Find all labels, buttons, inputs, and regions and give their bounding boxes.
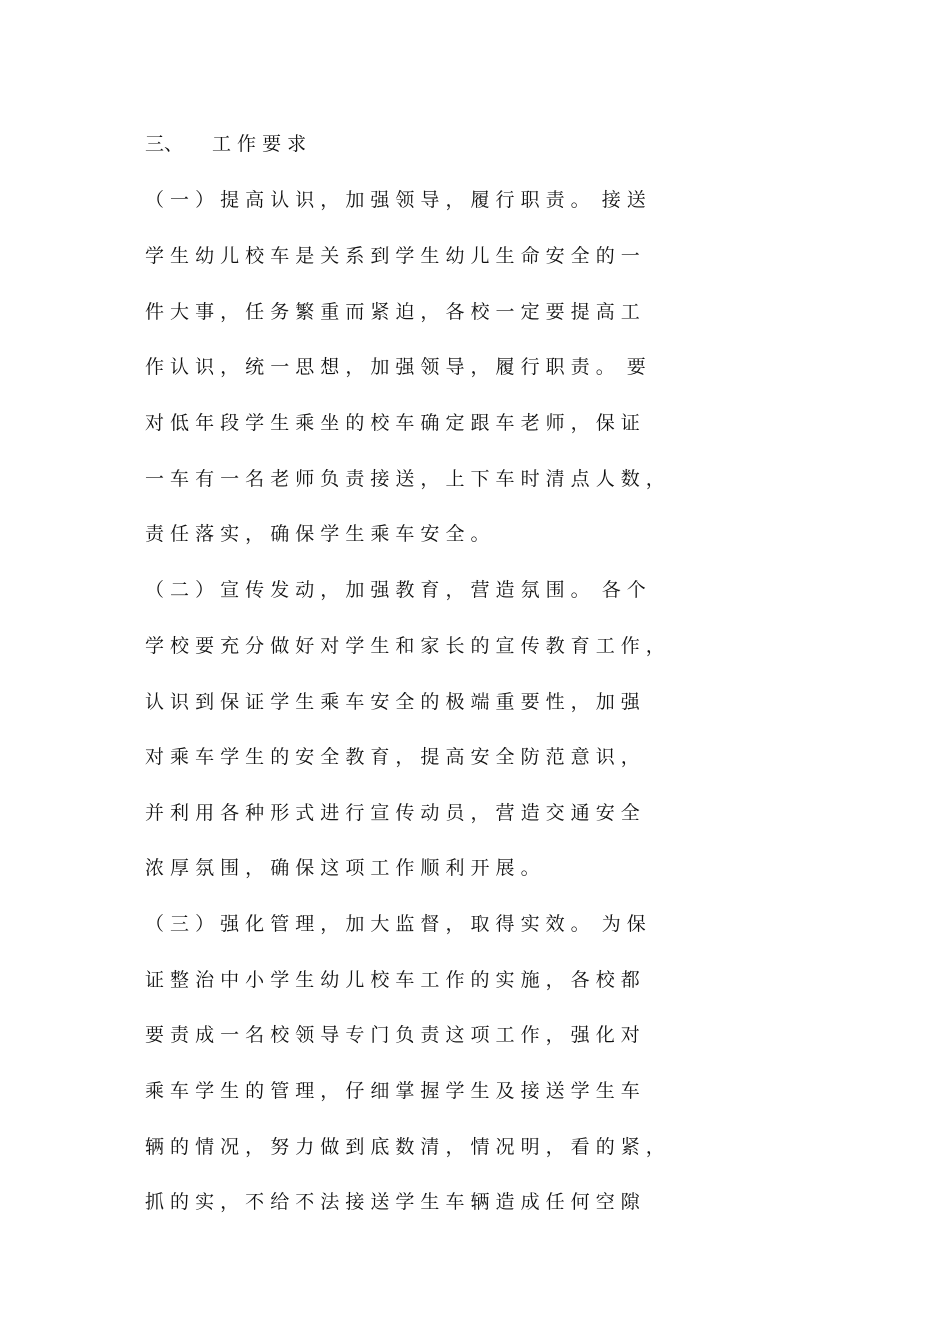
paragraph-line: 作 认 识 ， 统 一 思 想 ， 加 强 领 导 ， 履 行 职 责 。 要 [145, 356, 646, 378]
paragraph-line: 学 生 幼 儿 校 车 是 关 系 到 学 生 幼 儿 生 命 安 全 的 一 [145, 245, 640, 267]
paragraph-line: 要 责 成 一 名 校 领 导 专 门 负 责 这 项 工 作 ， 强 化 对 [145, 1024, 640, 1046]
paragraph-line: 对 乘 车 学 生 的 安 全 教 育 ， 提 高 安 全 防 范 意 识 ， [145, 746, 640, 768]
paragraph-line: 浓 厚 氛 围 ， 确 保 这 项 工 作 顺 利 开 展 。 [145, 857, 540, 879]
paragraph-line: 证 整 治 中 小 学 生 幼 儿 校 车 工 作 的 实 施 ， 各 校 都 [145, 969, 640, 991]
paragraph-line: （ 三 ） 强 化 管 理 ， 加 大 监 督 ， 取 得 实 效 。 为 保 [145, 913, 646, 935]
paragraph-line: 抓 的 实 ， 不 给 不 法 接 送 学 生 车 辆 造 成 任 何 空 隙 [145, 1191, 640, 1213]
paragraph-line: 责 任 落 实 ， 确 保 学 生 乘 车 安 全 。 [145, 523, 490, 545]
paragraph-line: 学 校 要 充 分 做 好 对 学 生 和 家 长 的 宣 传 教 育 工 作 ， [145, 635, 665, 657]
paragraph-line: 对 低 年 段 学 生 乘 坐 的 校 车 确 定 跟 车 老 师 ， 保 证 [145, 412, 640, 434]
paragraph-line: 乘 车 学 生 的 管 理 ， 仔 细 掌 握 学 生 及 接 送 学 生 车 [145, 1080, 640, 1102]
paragraph-line: 一 车 有 一 名 老 师 负 责 接 送 ， 上 下 车 时 清 点 人 数 ， [145, 468, 665, 490]
paragraph-line: 并 利 用 各 种 形 式 进 行 宣 传 动 员 ， 营 造 交 通 安 全 [145, 802, 640, 824]
paragraph-line: 件 大 事 ， 任 务 繁 重 而 紧 迫 ， 各 校 一 定 要 提 高 工 [145, 301, 640, 323]
paragraph-line: （ 二 ） 宣 传 发 动 ， 加 强 教 育 ， 营 造 氛 围 。 各 个 [145, 579, 646, 601]
section-number: 三、 [145, 133, 184, 155]
paragraph-line: （ 一 ） 提 高 认 识 ， 加 强 领 导 ， 履 行 职 责 。 接 送 [145, 189, 646, 211]
section-title: 工 作 要 求 [212, 133, 307, 155]
paragraph-line: 辆 的 情 况 ， 努 力 做 到 底 数 清 ， 情 况 明 ， 看 的 紧 ， [145, 1136, 665, 1158]
paragraph-line: 认 识 到 保 证 学 生 乘 车 安 全 的 极 端 重 要 性 ， 加 强 [145, 691, 640, 713]
